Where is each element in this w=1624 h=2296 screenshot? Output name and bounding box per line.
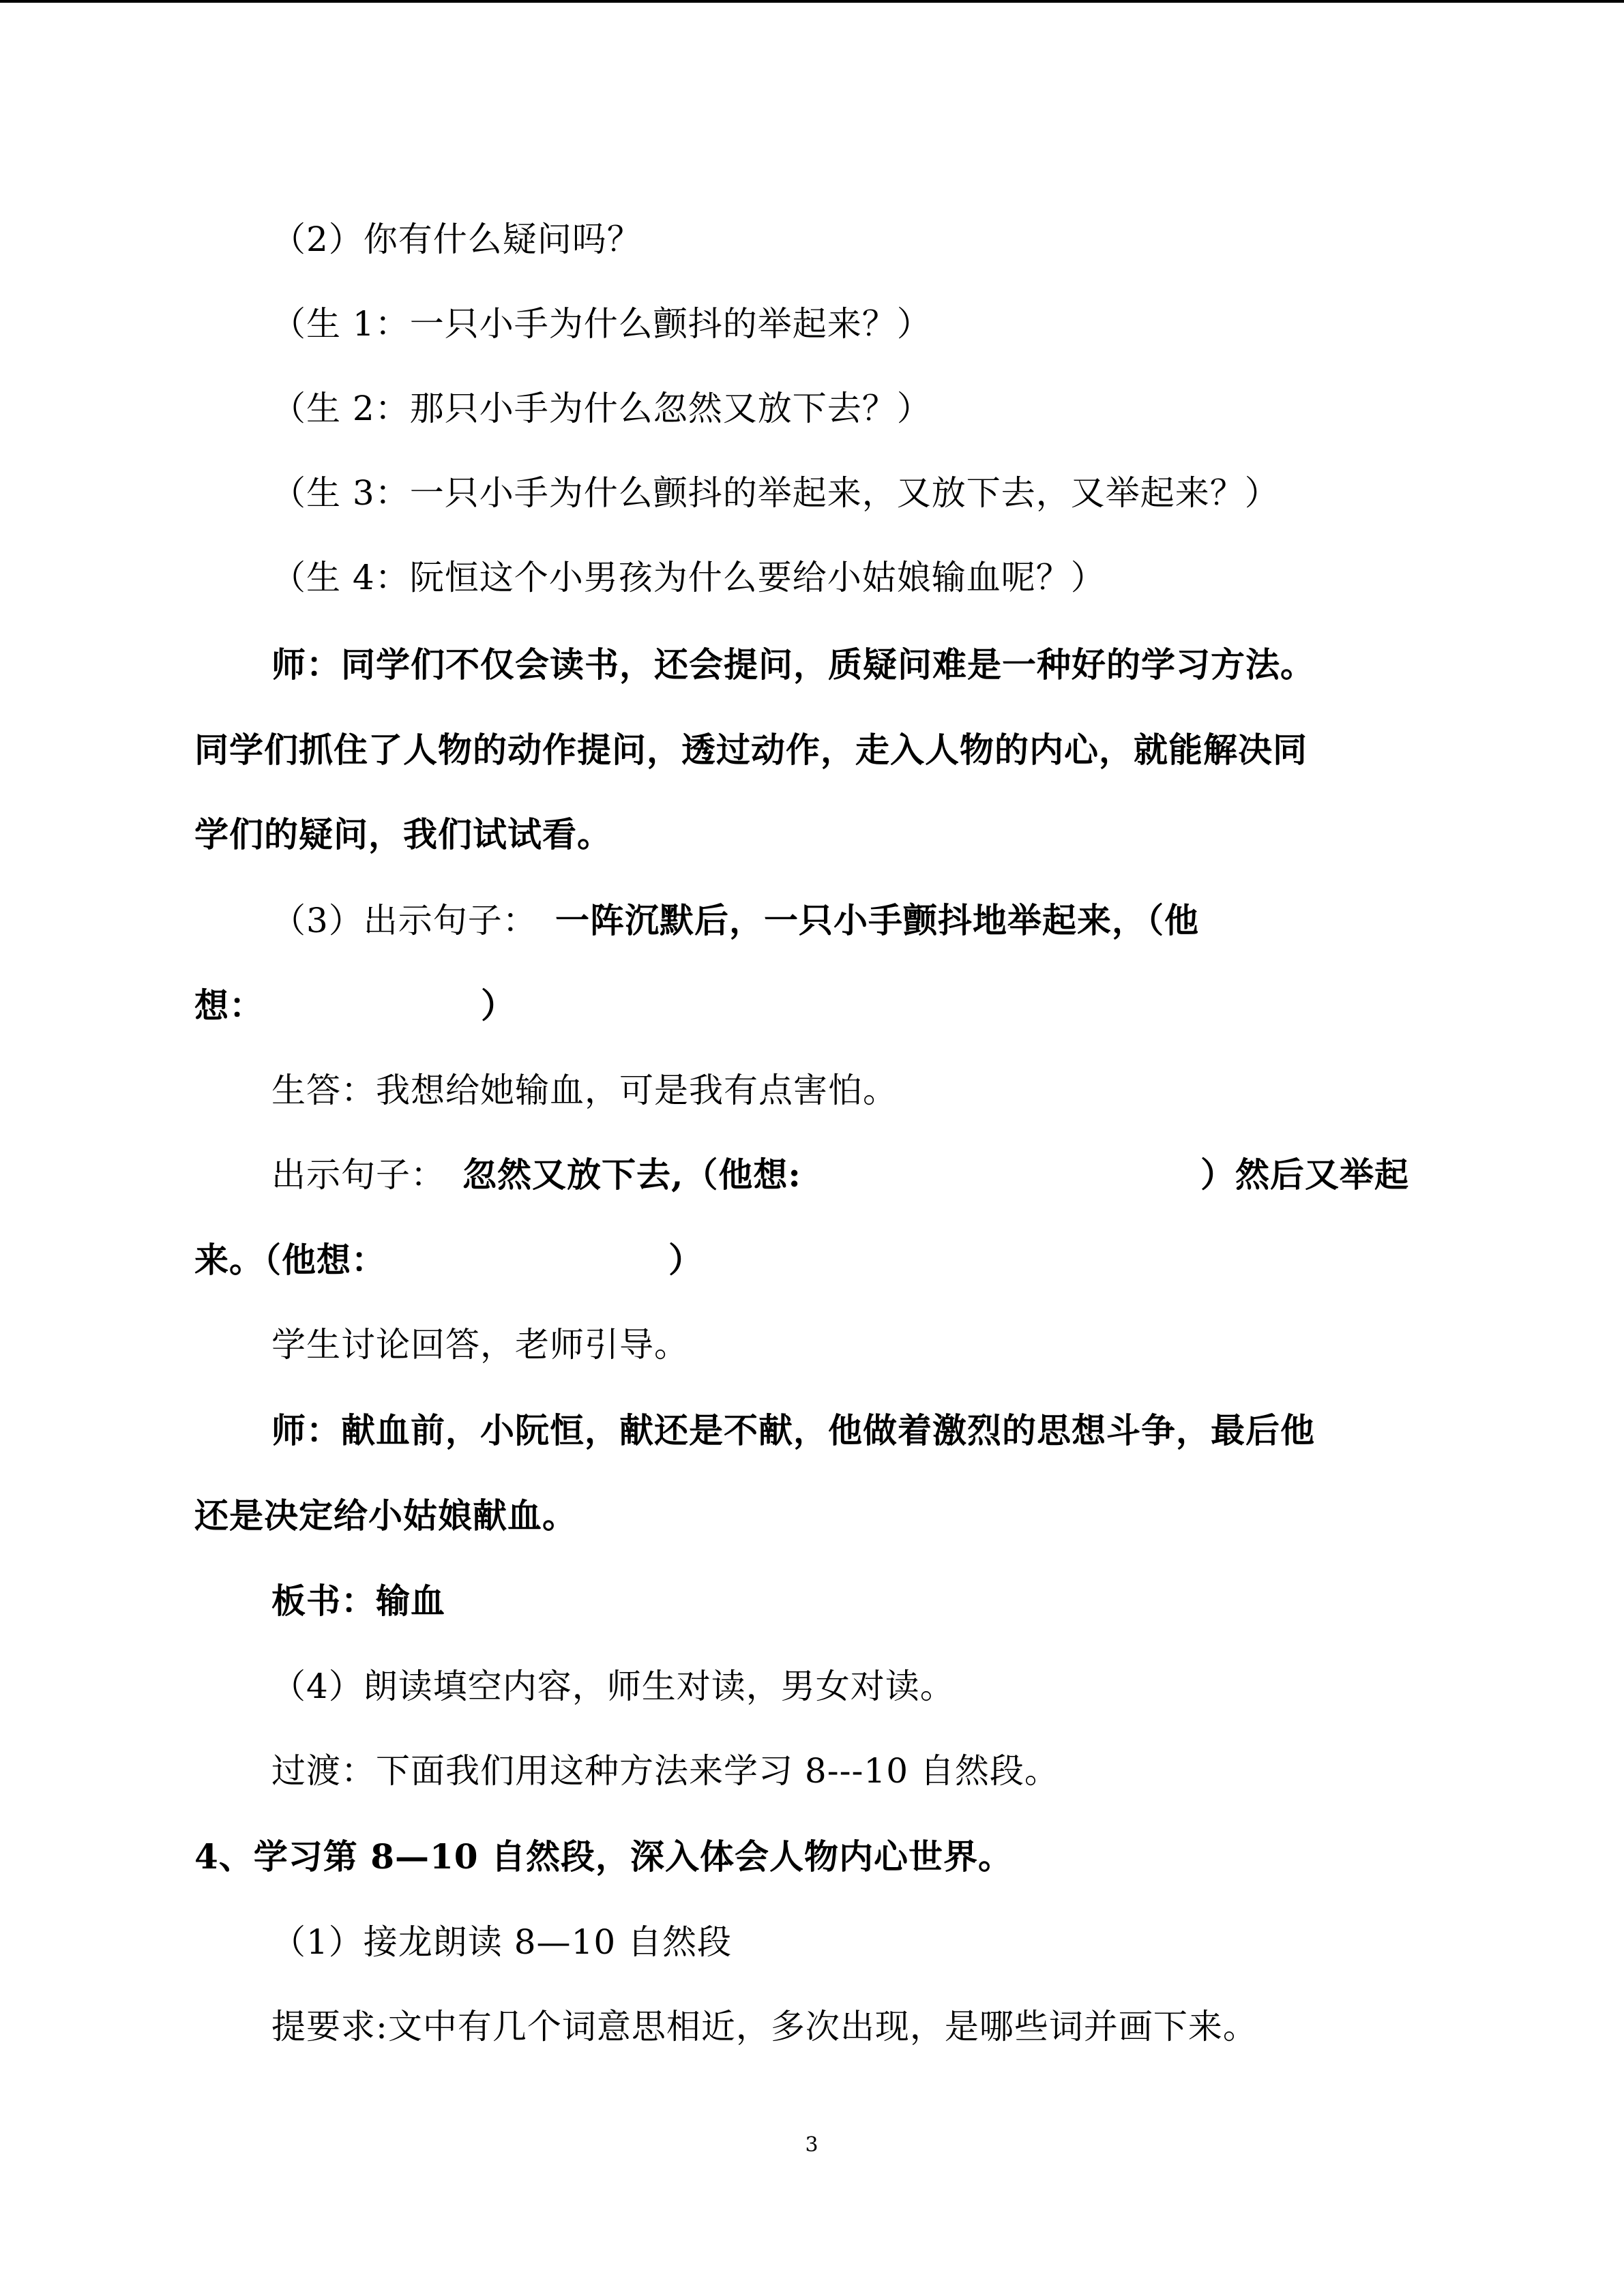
requirement-note: 提要求:文中有几个词意思相近，多次出现，是哪些词并画下来。 [271, 2007, 1258, 2046]
fill-blank-1-start: 想： [194, 985, 264, 1026]
page-top-border [0, 0, 1624, 3]
student-answer: 生答：我想给她输血，可是我有点害怕。 [271, 1071, 898, 1110]
blackboard-note: 板书：输血 [271, 1581, 445, 1621]
teacher-remark-line-2: 同学们抓住了人物的动作提问，透过动作，走入人物的内心，就能解决同 [194, 730, 1308, 770]
student-question-4: （生 4：阮恒这个小男孩为什么要给小姑娘输血呢？） [271, 558, 1106, 597]
show-sentence-label: （3）出示句子： [271, 901, 537, 940]
student-question-3: （生 3：一只小手为什么颤抖的举起来，又放下去，又举起来？） [271, 473, 1280, 513]
reading-activity: （4）朗读填空内容，师生对读，男女对读。 [271, 1667, 955, 1706]
teacher-summary-line-1: 师：献血前，小阮恒，献还是不献，他做着激烈的思想斗争，最后他 [271, 1410, 1315, 1450]
discussion-note: 学生讨论回答，老师引导。 [271, 1325, 689, 1365]
section-4-heading: 4、学习第 8—10 自然段，深入体会人物内心世界。 [194, 1836, 1013, 1877]
fill-blank-2-end: ） [668, 1240, 703, 1280]
student-question-1: （生 1：一只小手为什么颤抖的举起来？） [271, 304, 932, 344]
fill-blank-1-end: ） [481, 985, 516, 1026]
relay-reading-note: （1）接龙朗读 8—10 自然段 [271, 1922, 733, 1962]
show-sentence-2-tail: ）然后又举起 [1200, 1154, 1409, 1195]
show-sentence-2-label: 出示句子： [271, 1155, 445, 1195]
student-question-2: （生 2：那只小手为什么忽然又放下去？） [271, 389, 932, 428]
show-sentence-2-text: 忽然又放下去,（他想: [462, 1154, 801, 1195]
teacher-remark-line-1: 师：同学们不仅会读书，还会提问，质疑问难是一种好的学习方法。 [271, 644, 1315, 685]
fill-blank-2-start: 来。（他想： [194, 1240, 386, 1280]
teacher-remark-line-3: 学们的疑问，我们试试看。 [194, 814, 612, 854]
teacher-summary-line-2: 还是决定给小姑娘献血。 [194, 1495, 577, 1536]
transition-note: 过渡：下面我们用这种方法来学习 8---10 自然段。 [271, 1751, 1059, 1791]
page-number: 3 [805, 2133, 818, 2157]
question-prompt: （2）你有什么疑问吗？ [271, 220, 642, 259]
show-sentence-text: 一阵沉默后，一只小手颤抖地举起来，（他 [555, 900, 1199, 940]
